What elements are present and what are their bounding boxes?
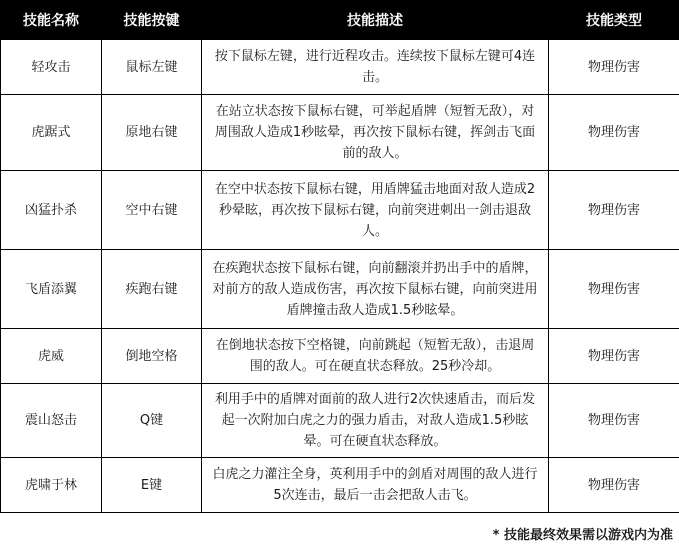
skill-name-cell: 虎威 — [1, 329, 102, 384]
skill-desc-cell: 在空中状态按下鼠标右键，用盾牌猛击地面对敌人造成2秒晕眩，再次按下鼠标右键，向前突进刺出一剑击退敌人。 — [202, 171, 549, 250]
skill-type-cell: 物理伤害 — [549, 250, 679, 329]
skill-key-cell: Q键 — [102, 384, 202, 458]
skill-type-cell: 物理伤害 — [549, 458, 679, 513]
skill-name-cell: 虎啸于林 — [1, 458, 102, 513]
footnote: * 技能最终效果需以游戏内为准 — [492, 528, 673, 543]
skill-name-cell: 飞盾添翼 — [1, 250, 102, 329]
skill-name-cell: 震山怒击 — [1, 384, 102, 458]
skill-key-cell: 倒地空格 — [102, 329, 202, 384]
table-header-row — [1, 1, 679, 40]
table-row — [1, 329, 679, 384]
header-skill-key: 技能按键 — [102, 1, 202, 40]
skill-desc-cell: 白虎之力灌注全身，英利用手中的剑盾对周围的敌人进行5次连击，最后一击会把敌人击飞。 — [202, 458, 549, 513]
skill-desc-cell: 在站立状态按下鼠标右键，可举起盾牌（短暂无敌），对周围敌人造成1秒眩晕，再次按下鼠标右键，挥剑击飞面前的敌人。 — [202, 95, 549, 171]
skill-type-cell: 物理伤害 — [549, 95, 679, 171]
skill-key-cell: 疾跑右键 — [102, 250, 202, 329]
table-row — [1, 250, 679, 329]
skill-key-cell: 空中右键 — [102, 171, 202, 250]
skill-key-cell: E键 — [102, 458, 202, 513]
skill-desc-cell: 在疾跑状态按下鼠标右键，向前翻滚并扔出手中的盾牌，对前方的敌人造成伤害，再次按下鼠标右键，向前突进用盾牌撞击敌人造成1.5秒眩晕。 — [202, 250, 549, 329]
skill-key-cell: 原地右键 — [102, 95, 202, 171]
skill-type-cell: 物理伤害 — [549, 40, 679, 95]
header-skill-type: 技能类型 — [549, 1, 679, 40]
table-row — [1, 171, 679, 250]
header-skill-desc: 技能描述 — [202, 1, 549, 40]
skill-desc-cell: 按下鼠标左键，进行近程攻击。连续按下鼠标左键可4连击。 — [202, 40, 549, 95]
skill-desc-cell: 在倒地状态按下空格键，向前跳起（短暂无敌），击退周围的敌人。可在硬直状态释放。25秒冷却。 — [202, 329, 549, 384]
skill-name-cell: 凶猛扑杀 — [1, 171, 102, 250]
skill-key-cell: 鼠标左键 — [102, 40, 202, 95]
table-row — [1, 95, 679, 171]
skill-type-cell: 物理伤害 — [549, 171, 679, 250]
table-row — [1, 384, 679, 458]
skill-type-cell: 物理伤害 — [549, 329, 679, 384]
table-row — [1, 458, 679, 513]
skill-desc-cell: 利用手中的盾牌对面前的敌人进行2次快速盾击，而后发起一次附加白虎之力的强力盾击，对敌人造成1.5秒眩晕。可在硬直状态释放。 — [202, 384, 549, 458]
skill-type-cell: 物理伤害 — [549, 384, 679, 458]
table-row — [1, 40, 679, 95]
skill-name-cell: 轻攻击 — [1, 40, 102, 95]
skill-name-cell: 虎踞式 — [1, 95, 102, 171]
header-skill-name: 技能名称 — [1, 1, 102, 40]
